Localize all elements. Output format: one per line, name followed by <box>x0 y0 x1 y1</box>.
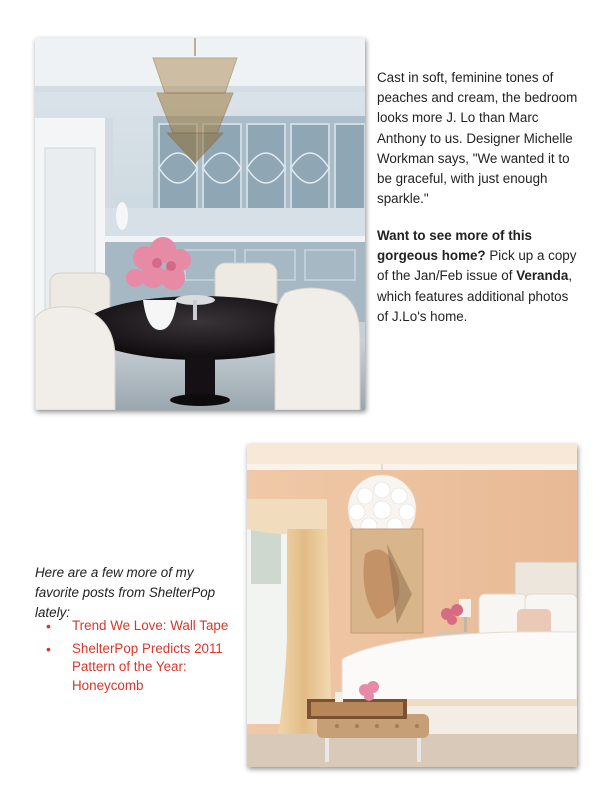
link-honeycomb[interactable]: ShelterPop Predicts 2011 Pattern of the Year: Honeycomb <box>72 640 223 693</box>
bullet-icon: • <box>46 618 51 634</box>
list-item <box>35 640 240 696</box>
link-wall-tape[interactable]: Trend We Love: Wall Tape <box>72 618 229 633</box>
callout-text-2: , which features additional photos of J.Lo's home. <box>377 268 573 324</box>
dining-room-photo <box>35 38 365 410</box>
bullet-icon: • <box>46 640 51 657</box>
bedroom-photo <box>247 444 577 767</box>
list-item <box>35 617 240 636</box>
favorites-intro: Here are a few more of my favorite posts from ShelterPop lately: <box>35 565 216 621</box>
callout-lead: Want to see more of this gorgeous home? <box>377 228 532 264</box>
veranda-callout <box>377 226 582 327</box>
callout-text-1: Pick up a copy of the Jan/Feb issue of <box>377 248 577 284</box>
favorites-list <box>35 617 240 699</box>
photo-caption: Cast in soft, feminine tones of peaches and cream, the bedroom looks more J. Lo than Marc Anthony to us. Designer Michelle Workman says, "We wanted it to be graceful, with just enough sparkle." <box>377 70 578 207</box>
magazine-name: Veranda <box>516 268 569 284</box>
